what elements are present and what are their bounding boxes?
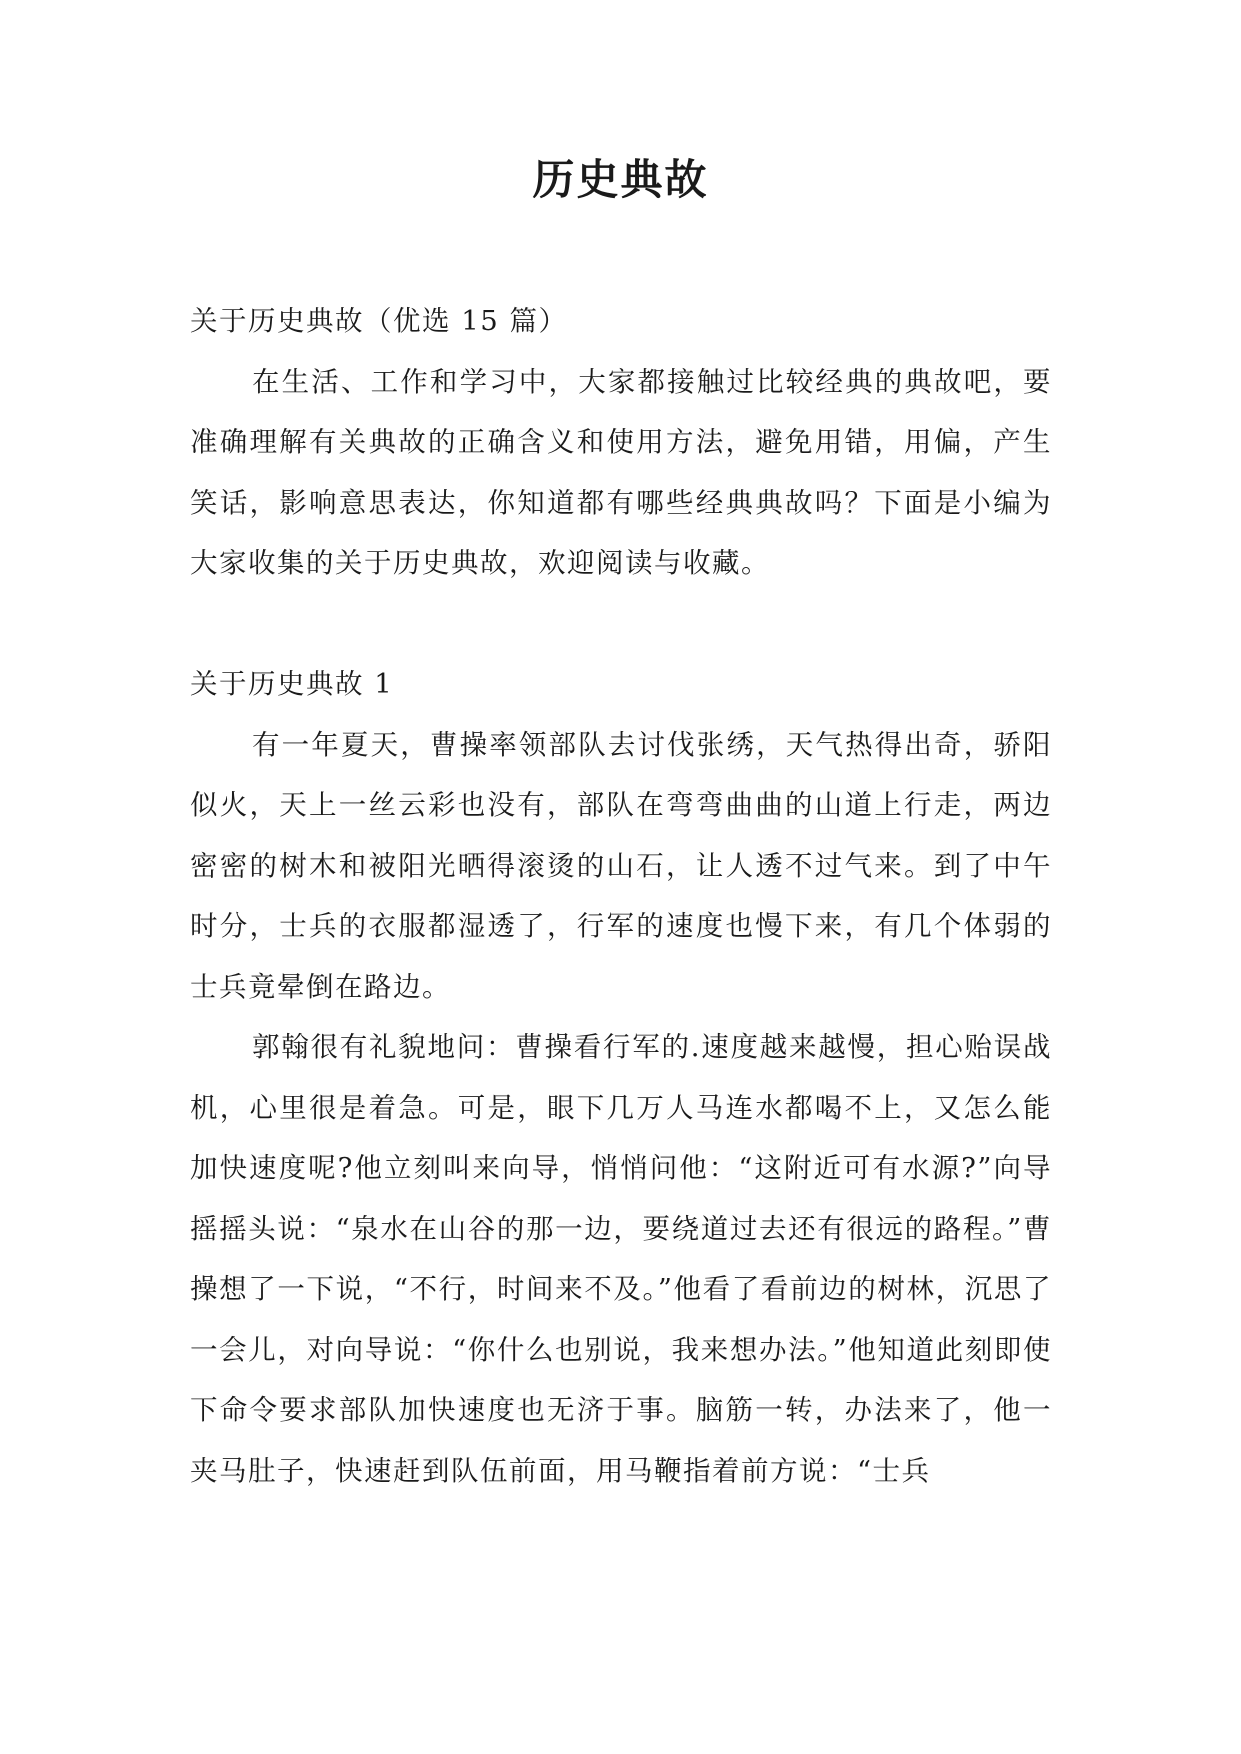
intro-paragraph: 在生活、工作和学习中，大家都接触过比较经典的典故吧，要准确理解有关典故的正确含义和使用方法，避免用错，用偏，产生笑话，影响意思表达，你知道都有哪些经典典故吗？下面是小编为大家收集的关于历史典故，欢迎阅读与收藏。 [190,365,1052,579]
section-paragraph-2: 郭翰很有礼貌地问：曹操看行军的.速度越来越慢，担心贻误战机，心里很是着急。可是，眼下几万人马连水都喝不上，又怎么能加快速度呢?他立刻叫来向导，悄悄问他：“这附近可有水源?”向导摇摇头说：“泉水在山谷的那一边，要绕道过去还有很远的路程。”曹操想了一下说，“不行，时间来不及。”他看了看前边的树林，沉思了一会儿，对向导说：“你什么也别说，我来想办法。”他知道此刻即使下命令要求部队加快速度也无济于事。脑筋一转，办法来了，他一夹马肚子，快速赶到队伍前面，用马鞭指着前方说：“士兵 [190,1031,1052,1487]
section-spacer [190,594,1052,655]
document-title: 历史典故 [532,155,709,204]
document-body [190,291,1052,1501]
document-subtitle: 关于历史典故（优选 15 篇） [190,305,568,337]
section-heading: 关于历史典故 1 [190,668,394,700]
section-paragraph-1: 有一年夏天，曹操率领部队去讨伐张绣，天气热得出奇，骄阳似火，天上一丝云彩也没有，部队在弯弯曲曲的山道上行走，两边密密的树木和被阳光晒得滚烫的山石，让人透不过气来。到了中午时分，士兵的衣服都湿透了，行军的速度也慢下来，有几个体弱的士兵竟晕倒在路边。 [190,728,1052,1003]
